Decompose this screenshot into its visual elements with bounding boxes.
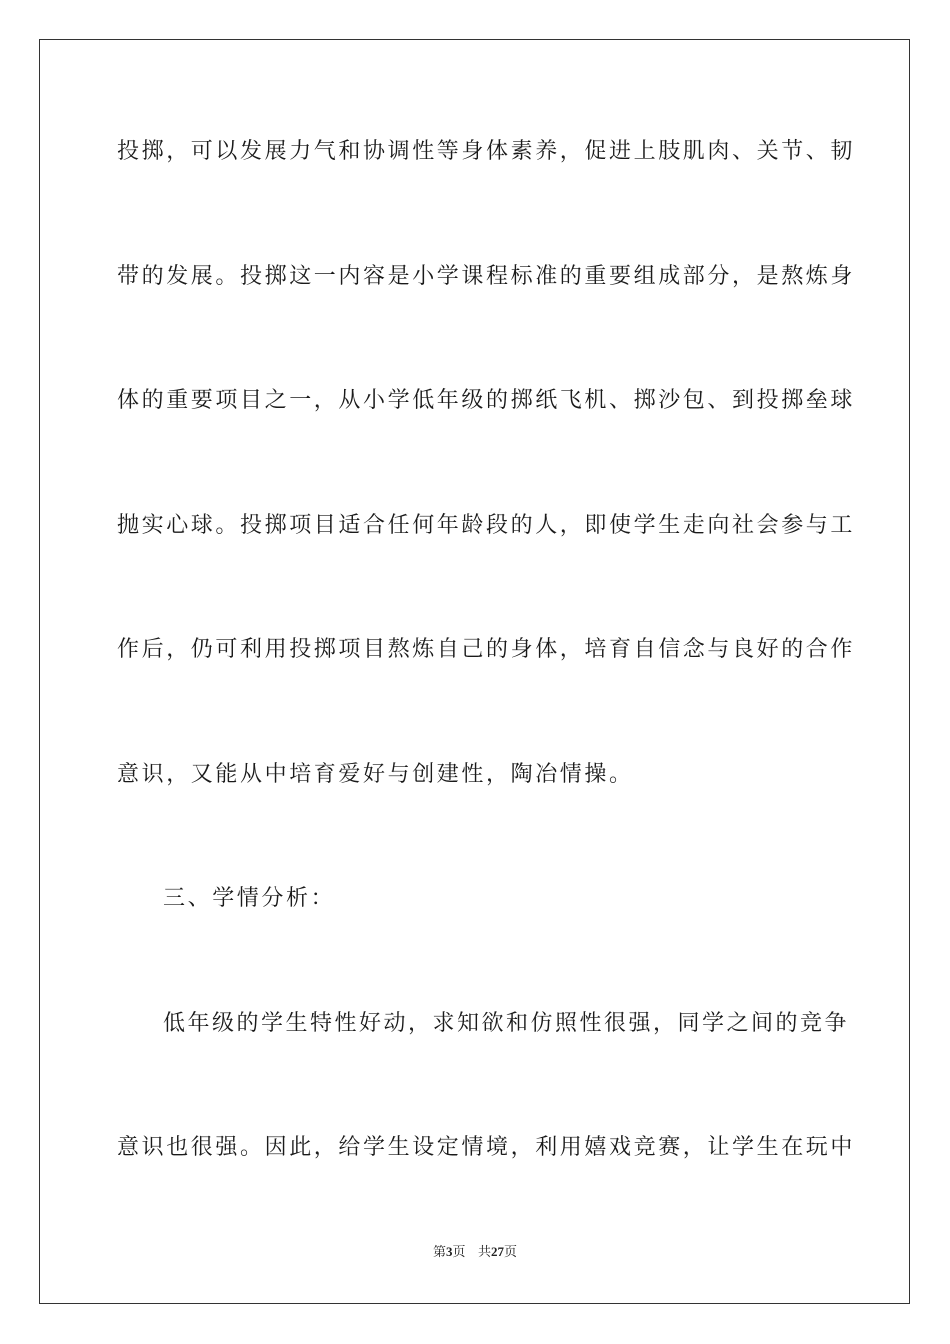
footer-total-prefix: 共 <box>477 1245 491 1260</box>
body-text-line-3: 体的重要项目之一，从小学低年级的掷纸飞机、掷沙包、到投掷垒球 <box>117 388 856 413</box>
body-text-line-2: 带的发展。投掷这一内容是小学课程标准的重要组成部分，是熬炼身 <box>117 264 856 289</box>
body-text-line-1: 投掷，可以发展力气和协调性等身体素养，促进上肢肌肉、关节、韧 <box>117 139 856 164</box>
footer-total-suffix: 页 <box>503 1245 517 1260</box>
body-text-line-8: 低年级的学生特性好动，求知欲和仿照性很强，同学之间的竞争 <box>163 1011 850 1036</box>
body-text-line-9: 意识也很强。因此，给学生设定情境，利用嬉戏竞赛，让学生在玩中 <box>117 1135 856 1160</box>
footer-page-prefix: 第 <box>433 1245 447 1260</box>
footer-total-pages: 27 <box>490 1244 504 1259</box>
body-text-line-5: 作后，仍可利用投掷项目熬炼自己的身体，培育自信念与良好的合作 <box>117 637 856 662</box>
section-heading: 三、学情分析： <box>163 886 336 911</box>
footer-page-number: 3 <box>446 1244 453 1259</box>
body-text-line-6: 意识，又能从中培育爱好与创建性，陶冶情操。 <box>117 762 634 787</box>
page-border <box>39 39 910 1304</box>
body-text-line-4: 抛实心球。投掷项目适合任何年龄段的人，即使学生走向社会参与工 <box>117 513 856 538</box>
footer-page-suffix: 页 <box>452 1245 466 1260</box>
page-footer <box>0 1243 950 1262</box>
